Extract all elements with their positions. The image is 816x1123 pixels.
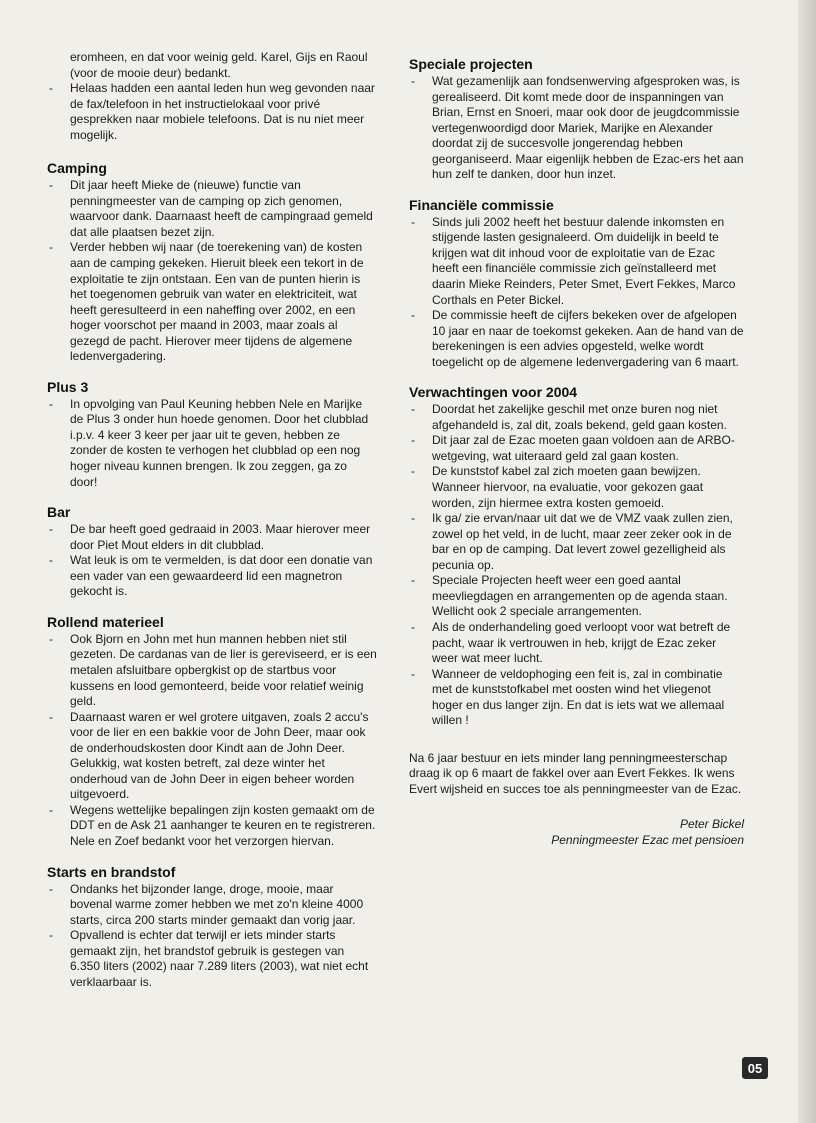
list-item: - Sinds juli 2002 heeft het bestuur dalende inkomsten en stijgende lasten gesignaleerd. Om duidelijk in beeld te krijgen wat dit inhoud voor de exploitatie van de Ezac heeft een financiële commissie zich geïnstalleerd met daarin Mieke Reinders, Peter Smet, Evert Fekkes, Marco Corthals en Peter Bickel. [409, 215, 744, 308]
list-item: - Speciale Projecten heeft weer een goed aantal meevliegdagen en arrangementen op de agenda staan. Wellicht ook 2 speciale arrangementen. [409, 573, 744, 620]
section-bar [47, 504, 377, 600]
section-list [47, 882, 377, 991]
page-number: 05 [742, 1057, 768, 1079]
list-item: - Ik ga/ zie ervan/naar uit dat we de VMZ vaak zullen zien, zowel op het veld, in de lucht, maar zeer zeker ook in de bar en op de camping. Dat levert zowel gezelligheid als pecunia op. [409, 511, 744, 573]
list-item: - De bar heeft goed gedraaid in 2003. Maar hierover meer door Piet Mout elders in dit clubblad. [47, 522, 377, 553]
section-list [409, 215, 744, 370]
list-item: - Wanneer de veldophoging een feit is, zal in combinatie met de kunststofkabel met oosten wind het vliegenot hoger en dus langer zijn. En dat is iets wat we allemaal willen ! [409, 667, 744, 729]
intro-list [47, 50, 377, 143]
section-plus-3 [47, 379, 377, 490]
section-heading: Rollend materieel [47, 613, 164, 630]
list-item: - Dit jaar zal de Ezac moeten gaan voldoen aan de ARBO-wetgeving, wat uiteraard geld zal gaan kosten. [409, 433, 744, 464]
list-item: eromheen, en dat voor weinig geld. Karel, Gijs en Raoul (voor de mooie deur) bedankt. [70, 50, 368, 80]
section-heading: Bar [47, 504, 71, 521]
list-item: - Ondanks het bijzonder lange, droge, mooie, maar bovenal warme zomer hebben we met zo'n kleine 4000 starts, circa 200 starts minder gemaakt dan vorig jaar. [47, 882, 377, 929]
signature-title: Penningmeester Ezac met pensioen [551, 832, 744, 847]
signature [409, 816, 744, 848]
section-financiele-commissie [409, 197, 744, 370]
intro-section [47, 50, 377, 143]
section-speciale-projecten [409, 56, 744, 183]
section-list [47, 632, 377, 850]
list-item: - Daarnaast waren er wel grotere uitgaven, zoals 2 accu's voor de lier en een bakkie voor de John Deer, maar ook de onderhoudskosten door Kindt aan de John Deer. Gelukkig, wat kosten betreft, zal deze winter het onderhoud van de John Deer in eigen beheer worden uitgevoerd. [47, 710, 377, 803]
section-heading: Plus 3 [47, 378, 89, 395]
section-verwachtingen-2004 [409, 384, 744, 728]
list-item: - Doordat het zakelijke geschil met onze buren nog niet afgehandeld is, zal dit, zoals bekend, geld gaan kosten. [409, 402, 744, 433]
section-heading: Camping [47, 160, 107, 177]
closing-paragraph: Na 6 jaar bestuur en iets minder lang penningmeesterschap draag ik op 6 maart de fakkel over aan Evert Fekkes. Ik wens Evert wijsheid en succes toe als penningmeester van de Ezac. [409, 750, 742, 796]
left-column [47, 50, 377, 998]
right-column [409, 56, 744, 856]
page-edge-shadow [798, 0, 816, 1123]
list-item: - Verder hebben wij naar (de toerekening van) de kosten aan de camping gekeken. Hieruit bleek een tekort in de exploitatie te zijn ontstaan. Een van de punten hierin is het toegenomen gebruik van water en elektriciteit, wat heeft geresulteerd in een naheffing over 2002, en een hoger voorschot per maand in 2003, maar zoals al gezegd de pacht. Hierover meer tijdens de algemene ledenvergadering. [47, 240, 377, 364]
section-list [47, 522, 377, 600]
list-item: - Ook Bjorn en John met hun mannen hebben niet stil gezeten. De cardanas van de lier is gereviseerd, er is een metalen afsluitbare opbergkist op de startbus voor kussens en lood gemonteerd, beide voor relatief weinig geld. [47, 632, 377, 710]
list-item: - Dit jaar heeft Mieke de (nieuwe) functie van penningmeester van de camping op zich genomen, waarvoor dank. Daarnaast heeft de campingraad gemeld dat alle plaatsen bezet zijn. [47, 178, 377, 240]
list-item: - Opvallend is echter dat terwijl er iets minder starts gemaakt zijn, het brandstof gebruik is gestegen van 6.350 liters (2002) naar 7.289 liters (2003), wat niet echt verklaarbaar is. [47, 928, 377, 990]
section-heading: Speciale projecten [409, 56, 533, 72]
section-list [47, 397, 377, 490]
list-item: - Als de onderhandeling goed verloopt voor wat betreft de pacht, waar ik vertrouwen in heb, krijgt de Ezac zeker weer wat meer lucht. [409, 620, 744, 667]
list-item: - Wegens wettelijke bepalingen zijn kosten gemaakt om de DDT en de Ask 21 aanhanger te keuren en te registreren. Nele en Zoef bedankt voor het verzorgen hiervan. [47, 803, 377, 850]
section-list [409, 402, 744, 728]
section-heading: Verwachtingen voor 2004 [409, 384, 578, 401]
list-item: - De kunststof kabel zal zich moeten gaan bewijzen. Wanneer hiervoor, na evaluatie, voor gekozen gaat worden, zijn hiermee extra kosten gemoeid. [409, 464, 744, 511]
section-heading: Starts en brandstof [47, 863, 176, 880]
section-rollend-materieel [47, 614, 377, 850]
list-item: - De commissie heeft de cijfers bekeken over de afgelopen 10 jaar en naar de toekomst gekeken. Aan de hand van de berekeningen is een advies opgesteld, welke wordt toegelicht op de algemene ledenvergadering van 6 maart. [409, 308, 744, 370]
section-starts-en-brandstof [47, 864, 377, 991]
signature-name: Peter Bickel [679, 816, 744, 831]
section-list [47, 178, 377, 365]
section-heading: Financiële commissie [409, 196, 554, 213]
closing-section [409, 751, 744, 848]
section-list [409, 74, 744, 183]
section-camping [47, 160, 377, 365]
list-item: - Helaas hadden een aantal leden hun weg gevonden naar de fax/telefoon in het instructielokaal voor privé gesprekken naar mobiele telefoons. Dat is nu niet meer mogelijk. [47, 81, 377, 143]
list-item: - Wat gezamenlijk aan fondsenwerving afgesproken was, is gerealiseerd. Dit komt mede door de inspanningen van Brian, Ernst en Snoeri, maar ook door de jeugdcommissie vertegenwoordigd door Mariek, Marijke en Alexander doordat zij de succesvolle jongerendag hebben georganiseerd. Maar eigenlijk hebben de Ezac-ers het aan hun zelf te danken, door hun inzet. [409, 74, 744, 183]
list-item: - Wat leuk is om te vermelden, is dat door een donatie van een vader van een gewaardeerd lid een magnetron gekocht is. [47, 553, 377, 600]
list-item: - In opvolging van Paul Keuning hebben Nele en Marijke de Plus 3 onder hun hoede genomen. Door het clubblad i.p.v. 4 keer 3 keer per jaar uit te geven, hebben ze zonder de kosten te verhogen het clubblad op een nog hoger niveau kunnen brengen. Ik zou zeggen, ga zo door! [47, 397, 377, 490]
